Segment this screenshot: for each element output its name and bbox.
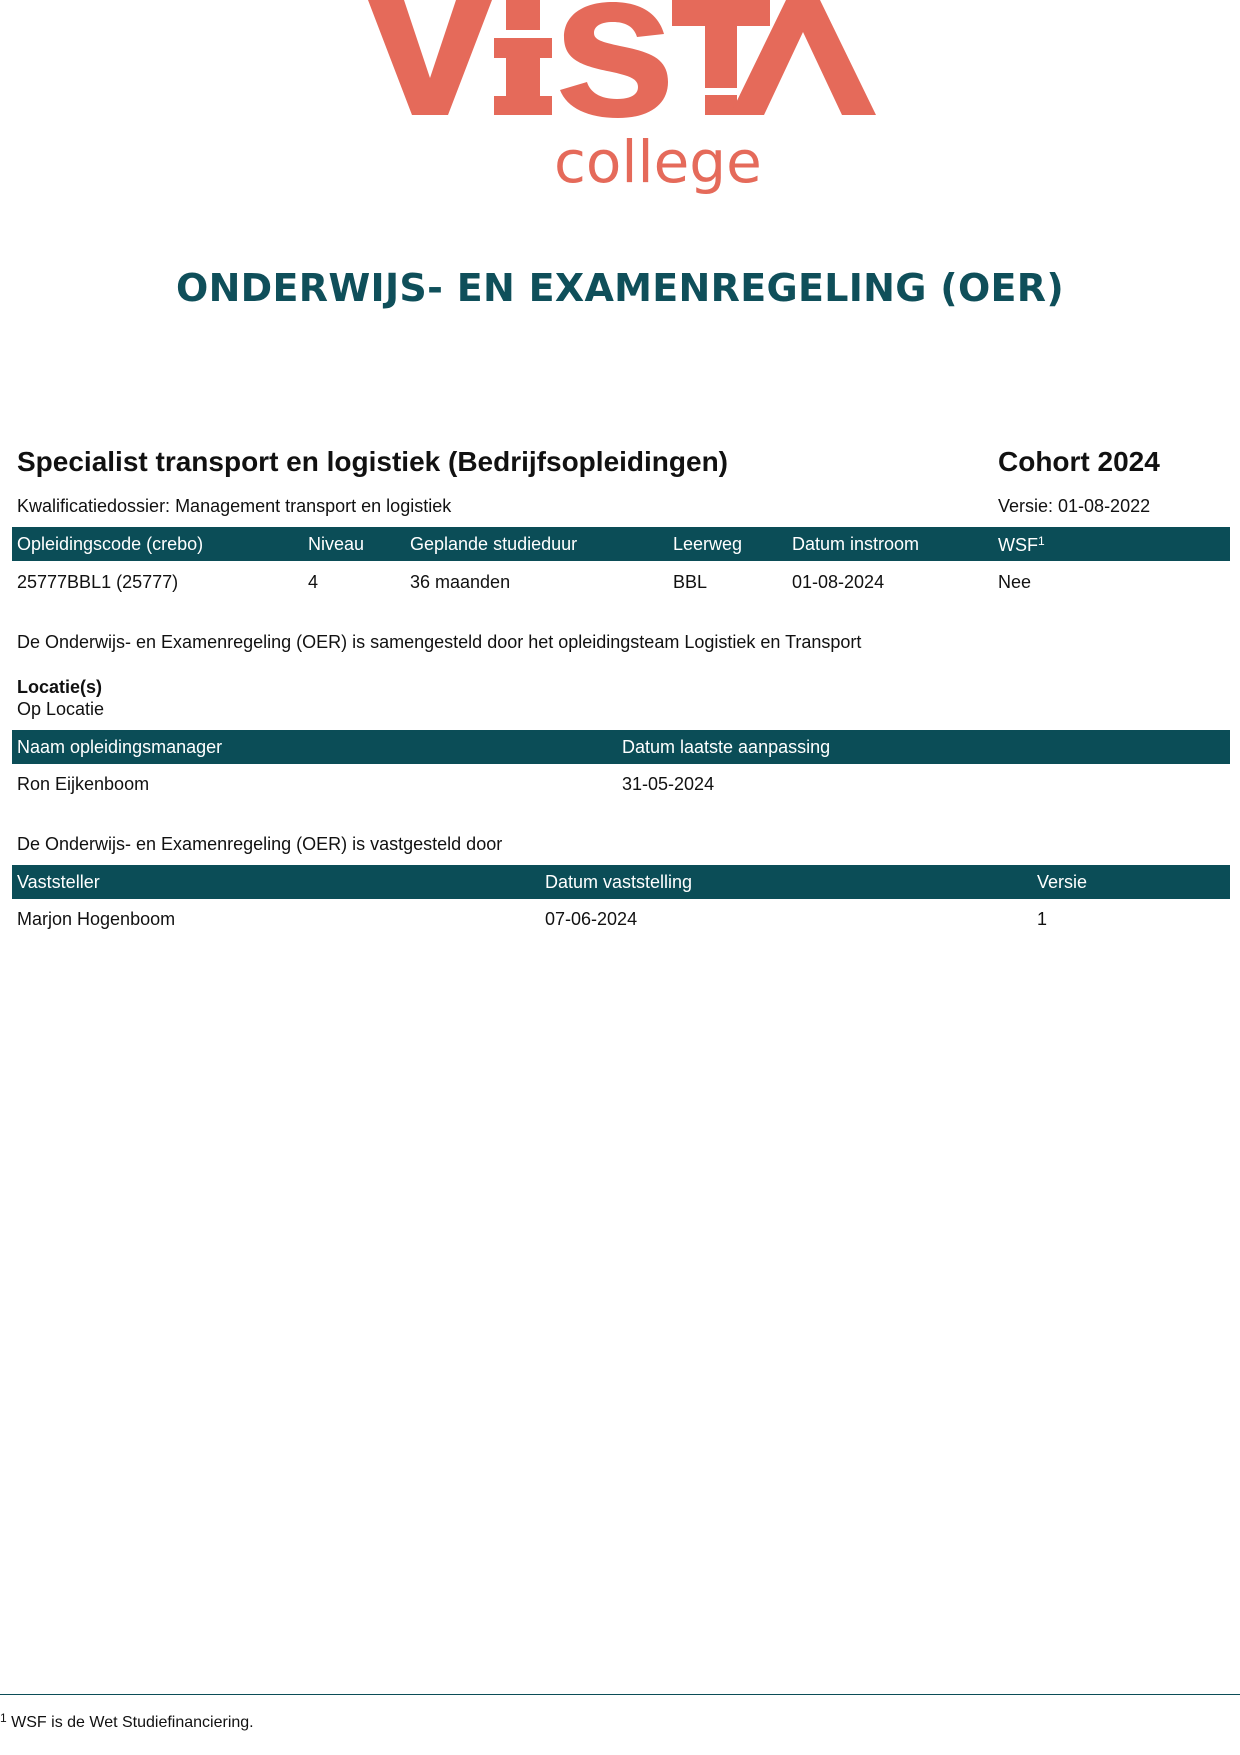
header-study-duration: Geplande studieduur: [410, 534, 578, 554]
cell-intake-date: 01-08-2024: [792, 572, 885, 592]
cell-level: 4: [308, 572, 319, 592]
header-last-modified: Datum laatste aanpassing: [622, 737, 831, 757]
cell-learning-path: BBL: [673, 572, 708, 592]
location-label: Locatie(s): [17, 677, 103, 697]
footnote: [0, 1711, 254, 1732]
header-version: Versie: [1037, 872, 1088, 892]
header-crebo: Opleidingscode (crebo): [17, 534, 204, 554]
program-table-header: [12, 527, 1230, 561]
cell-establishment-date: 07-06-2024: [545, 909, 638, 929]
manager-table-header: [12, 730, 1230, 764]
header-wsf: WSF$^1$: [998, 534, 1045, 555]
vista-college-logo: [368, 0, 876, 205]
table-row: [12, 902, 1230, 936]
header-establisher: Vaststeller: [17, 872, 100, 892]
program-title: Specialist transport en logistiek (Bedrijfsopleidingen): [17, 446, 729, 477]
header-establishment-date: Datum vaststelling: [545, 872, 693, 892]
cell-study-duration: 36 maanden: [410, 572, 511, 592]
footnote-number: 1: [0, 1711, 7, 1725]
wsf-footnote-ref: 1: [1038, 534, 1045, 548]
established-by-text: De Onderwijs- en Examenregeling (OER) is vastgesteld door: [17, 834, 503, 854]
cell-version: 1: [1037, 909, 1048, 929]
header-level: Niveau: [308, 534, 365, 554]
college-wordmark: college: [554, 128, 762, 196]
vista-wordmark: [368, 0, 876, 118]
header-intake-date: Datum instroom: [792, 534, 920, 554]
dossier-version: Versie: 01-08-2022: [998, 496, 1151, 516]
header-manager-name: Naam opleidingsmanager: [17, 737, 223, 757]
establishment-table-header: [12, 865, 1230, 899]
cell-last-modified: 31-05-2024: [622, 774, 715, 794]
cell-establisher: Marjon Hogenboom: [17, 909, 176, 929]
table-row: [12, 565, 1230, 599]
composed-by-text: De Onderwijs- en Examenregeling (OER) is samengesteld door het opleidingsteam Logistiek en Transport: [17, 632, 862, 652]
location-value: Op Locatie: [17, 699, 105, 719]
cell-manager-name: Ron Eijkenboom: [17, 774, 150, 794]
cohort-label: Cohort 2024: [998, 446, 1160, 477]
cell-wsf: Nee: [998, 572, 1032, 592]
header-learning-path: Leerweg: [673, 534, 743, 554]
qualification-dossier: Kwalificatiedossier: Management transport en logistiek: [17, 496, 452, 516]
footnote-divider: [0, 1694, 1240, 1695]
footnote-text: WSF is de Wet Studiefinanciering.: [11, 1714, 254, 1731]
document-title: ONDERWIJS- EN EXAMENREGELING (OER): [175, 266, 1065, 310]
cell-crebo: 25777BBL1 (25777): [17, 572, 179, 592]
table-row: [12, 767, 1230, 801]
